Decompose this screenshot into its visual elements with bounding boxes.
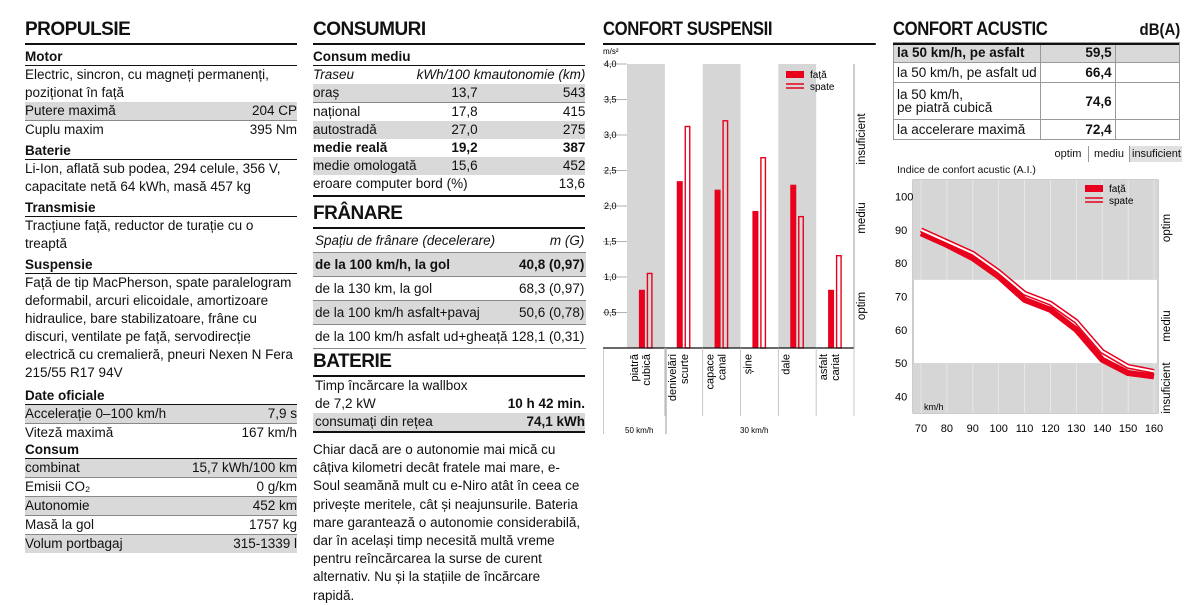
legend-fata-swatch — [786, 71, 804, 78]
motor-heading: Motor — [25, 49, 297, 66]
confort-suspensii-title: CONFORT SUSPENSII — [603, 19, 876, 45]
x-tick-label: 120 — [1041, 423, 1060, 435]
x-tick-label: 110 — [1015, 423, 1034, 435]
x-tick-label: 100 — [989, 423, 1008, 435]
y-tick-label: 100 — [895, 191, 914, 204]
transmisie-desc: Tracțiune față, reductor de turație cu o treaptă — [25, 218, 254, 251]
bar-fata — [677, 181, 683, 348]
confort-suspensii-column — [603, 0, 878, 435]
category-band — [627, 64, 665, 348]
category-label: asfalt — [818, 354, 831, 381]
y-tick-label: 1,0 — [604, 272, 617, 282]
putere-row: Putere maximă 204 CP — [25, 102, 297, 121]
cuplu-row: Cuplu maxim 395 Nm — [25, 122, 297, 137]
suspension-chart — [603, 44, 878, 444]
x-tick-label: 160 — [1144, 423, 1164, 435]
table-row: la 50 km/h, pe piatră cubică 74,6 — [894, 83, 1180, 120]
table-row: medie reală 19,2 387 — [313, 140, 586, 155]
category-label: canal — [716, 354, 729, 381]
propulsie-column — [25, 0, 297, 553]
timp-row: de 7,2 kW 10 h 42 min. — [315, 396, 585, 411]
speed-label-50: 50 km/h — [625, 426, 654, 435]
table-row: național 17,8 415 — [313, 104, 586, 119]
x-unit-label: km/h — [924, 402, 944, 412]
transmisie-heading: Transmisie — [25, 200, 297, 217]
table-row: de la 100 km/h asfalt+pavaj 50,6 (0,78) — [313, 301, 586, 325]
consumati-row: consumați din rețea 74,1 kWh — [313, 413, 585, 433]
zone-optim: optim — [856, 291, 868, 321]
franare-title: FRÂNARE — [313, 203, 585, 229]
legend-spate-label: spate — [810, 82, 835, 93]
category-label: capace — [704, 354, 717, 390]
zone-mediu: mediu — [856, 202, 868, 234]
category-label: dale — [780, 354, 793, 375]
table-row: autostradă 27,0 275 — [313, 122, 586, 137]
bar-fata — [715, 190, 721, 348]
category-label: denivelări — [666, 354, 679, 402]
legend-fata-label: față — [1109, 184, 1126, 195]
table-row: de la 100 km/h asfalt ud+gheață 128,1 (0,31) — [313, 325, 586, 349]
y-tick-label: 3,0 — [604, 130, 617, 140]
zone-insuficient: insuficient — [1161, 362, 1173, 414]
table-row: medie omologată 15,6 452 — [313, 158, 586, 173]
bar-fata — [639, 290, 645, 348]
suspensie-desc: Față de tip MacPherson, spate paralelogram deformabil, arcuri elicoidale, amortizoare hidraulice, bare stabilizatoare, frâne cu discuri, ventilate pe față, servodirecție electrică cu cremalieră, pneuri Nexen N Fera 215/55 R17 94V — [25, 275, 293, 380]
unit-label: m/s² — [603, 47, 619, 56]
autonomie-row: Autonomie 452 km — [25, 497, 297, 516]
y-tick-label: 1,5 — [604, 236, 617, 247]
combinat-row: combinat 15,7 kWh/100 km — [25, 459, 297, 478]
consum-table — [313, 66, 585, 175]
legend-spate-label: spate — [1109, 196, 1134, 207]
category-label: șine — [742, 354, 755, 375]
confort-acustic-column — [893, 0, 1181, 435]
consumuri-title: CONSUMURI — [313, 19, 585, 45]
category-label: cariat — [830, 354, 843, 381]
masa-row: Masă la gol 1757 kg — [25, 516, 297, 535]
category-label: piatră — [628, 354, 641, 382]
franare-header: Spațiu de frânare (decelerare) m (G) — [313, 229, 586, 253]
consumuri-column — [313, 0, 585, 605]
y-tick-label: 2,5 — [604, 165, 617, 176]
category-band — [703, 64, 741, 348]
volum-row: Volum portbagaj 315-1339 l — [25, 536, 297, 551]
baterie-title: BATERIE — [313, 351, 585, 377]
timp-label: Timp încărcare la wallbox — [315, 378, 468, 393]
y-tick-label: 2,0 — [604, 201, 617, 211]
consum-mediu-heading: Consum mediu — [313, 49, 585, 66]
table-row: de la 130 km, la gol 68,3 (0,97) — [313, 277, 586, 301]
acoustic-chart — [893, 176, 1180, 436]
unit-label: dB(A) — [1139, 20, 1180, 39]
x-tick-label: 150 — [1118, 423, 1138, 435]
category-label: cubică — [640, 354, 653, 386]
legend-fata-swatch — [1085, 185, 1103, 192]
franare-table — [313, 229, 586, 349]
x-tick-label: 70 — [914, 423, 928, 435]
speed-label-30: 30 km/h — [740, 426, 769, 435]
legend-fata-label: față — [810, 70, 827, 81]
table-row: la 50 km/h, pe asfalt 59,5 — [894, 43, 1180, 63]
y-tick-label: 60 — [895, 324, 908, 337]
emisii-row: Emisii CO₂ 0 g/km — [25, 478, 297, 497]
baterie-desc: Li-Ion, aflată sub podea, 294 celule, 356 V, capacitate netă 64 kWh, masă 457 kg — [25, 161, 281, 194]
article-text: Chiar dacă are o autonomie mai mică cu câțiva kilometri decât fratele mai mare, e-Soul seamănă mult cu e-Niro atât în ceea ce privește meritele, cât și neajunsurile. Bateria mare garantează o autonomie considerabilă, dar în același timp necesită multă vreme pentru reîncărcarea la surse de curent alternativ. Nu și la stațiile de încărcare rapidă. — [313, 442, 581, 603]
y-tick-label: 50 — [895, 358, 908, 371]
y-tick-label: 0,5 — [604, 307, 617, 318]
table-row: de la 100 km/h, la gol 40,8 (0,97) — [313, 253, 586, 277]
suspensie-heading: Suspensie — [25, 257, 297, 274]
y-tick-label: 40 — [895, 391, 908, 404]
table-row: oraș 13,7 543 — [313, 84, 585, 103]
x-tick-label: 90 — [966, 423, 979, 435]
baterie-heading: Baterie — [25, 143, 297, 160]
y-tick-label: 90 — [895, 224, 908, 237]
y-tick-label: 3,5 — [604, 94, 617, 105]
consum-table-header: Traseu kWh/100 km autonomie (km) — [313, 67, 586, 82]
acceleratie-row: Accelerație 0–100 km/h 7,9 s — [25, 405, 297, 424]
table-row: la accelerare maximă 72,4 — [894, 120, 1180, 140]
bar-fata — [752, 211, 758, 348]
eroare-row: eroare computer bord (%) 13,6 — [313, 175, 585, 197]
table-row: la 50 km/h, pe asfalt ud 66,4 — [894, 63, 1180, 83]
date-oficiale-heading: Date oficiale — [25, 388, 297, 405]
viteza-row: Viteză maximă 167 km/h — [25, 425, 297, 440]
acoustic-scale: optim mediu insuficient — [1048, 146, 1182, 162]
confort-acustic-title: CONFORT ACUSTIC — [893, 19, 1179, 45]
bar-fata — [790, 185, 796, 348]
index-title: Indice de confort acustic (A.I.) — [897, 164, 1036, 176]
y-tick-label: 4,0 — [604, 59, 617, 69]
motor-desc: Electric, sincron, cu magneți permanenți, poziționat în față — [25, 67, 269, 100]
zone-optim: optim — [1161, 213, 1173, 243]
zone-mediu: mediu — [1161, 310, 1173, 342]
x-tick-label: 80 — [940, 423, 954, 435]
bar-fata — [828, 290, 834, 348]
consum-heading: Consum — [25, 442, 297, 459]
category-label: scurte — [678, 354, 691, 384]
y-tick-label: 80 — [895, 258, 908, 271]
x-tick-label: 130 — [1067, 423, 1086, 435]
category-band — [778, 64, 816, 348]
propulsie-title: PROPULSIE — [25, 19, 297, 45]
zone-insuficient: insuficient — [856, 113, 868, 165]
acoustic-table — [893, 42, 1180, 140]
y-tick-label: 70 — [895, 291, 908, 304]
x-tick-label: 140 — [1093, 423, 1112, 435]
